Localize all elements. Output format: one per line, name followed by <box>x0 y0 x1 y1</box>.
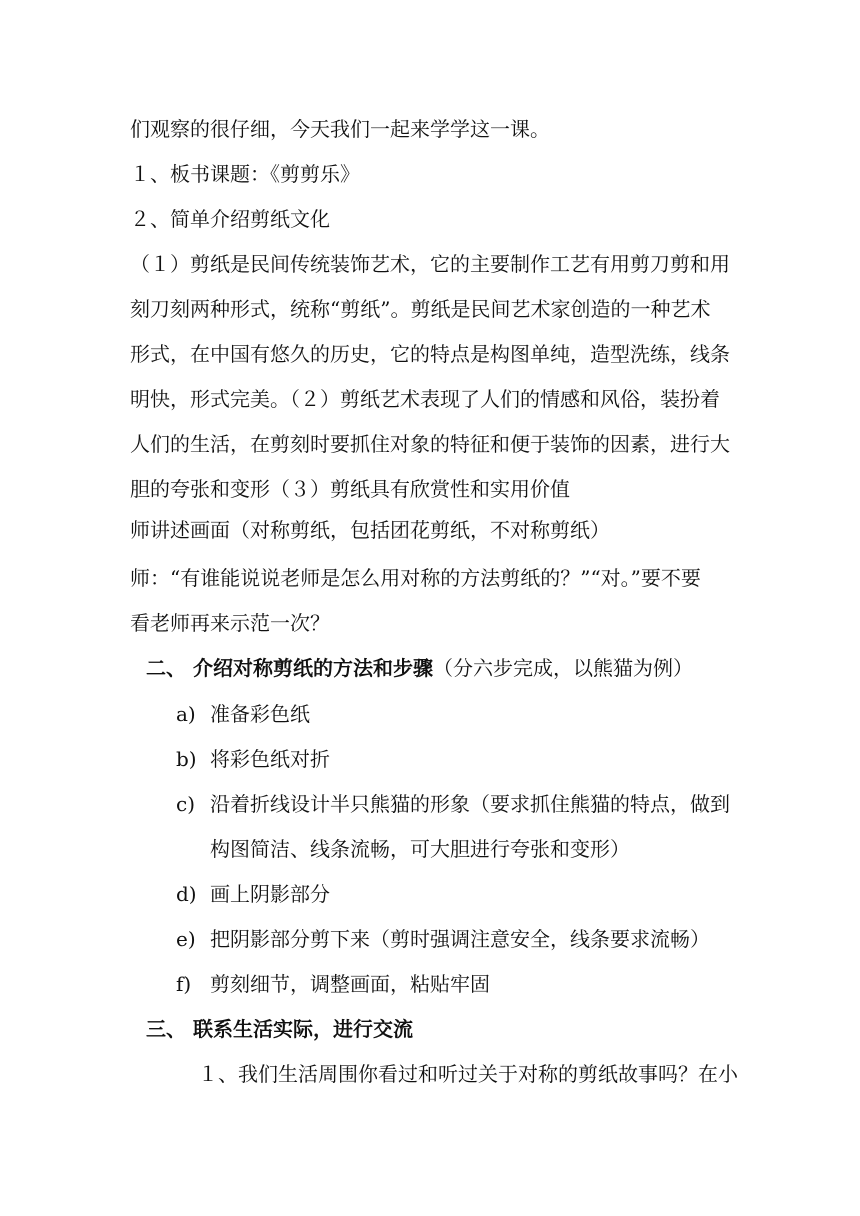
step-text: 准备彩色纸 <box>210 702 310 726</box>
step-marker: e) <box>176 927 196 951</box>
step-item-continued <box>176 837 786 861</box>
step-marker: c) <box>176 792 196 816</box>
step-text: 构图简洁、线条流畅，可大胆进行夸张和变形） <box>210 837 630 861</box>
step-marker: d) <box>176 882 197 906</box>
section-heading-title: 二、 介绍对称剪纸的方法和步骤 <box>146 656 433 680</box>
step-text: 沿着折线设计半只熊猫的形象（要求抓住熊猫的特点，做到 <box>210 792 730 816</box>
paragraph-line: １、我们生活周围你看过和听过关于对称的剪纸故事吗？在小 <box>198 1062 738 1086</box>
step-item <box>176 747 786 771</box>
paragraph-line: 明快，形式完美。（２）剪纸艺术表现了人们的情感和风俗，装扮着 <box>130 387 720 411</box>
step-text: 将彩色纸对折 <box>210 747 330 771</box>
step-text: 剪刻细节，调整画面，粘贴牢固 <box>210 972 490 996</box>
step-marker: a) <box>176 702 196 726</box>
paragraph-line: （１）剪纸是民间传统装饰艺术，它的主要制作工艺有用剪刀剪和用 <box>130 252 730 276</box>
board-title-line: １、板书课题：《剪剪乐》 <box>130 162 360 186</box>
paragraph-line: 师：“有谁能说说老师是怎么用对称的方法剪纸的？”“对。”要不要 <box>130 566 701 590</box>
paragraph-line: 人们的生活，在剪刻时要抓住对象的特征和便于装饰的因素，进行大 <box>130 432 730 456</box>
step-item <box>176 882 786 906</box>
section-heading-note: （分六步完成，以熊猫为例） <box>432 656 693 680</box>
step-marker: f) <box>176 972 192 996</box>
step-item <box>176 792 786 816</box>
paragraph-line: 看老师再来示范一次？ <box>130 611 330 635</box>
paragraph-line: 刻刀刻两种形式，统称“剪纸”。剪纸是民间艺术家创造的一种艺术 <box>130 297 711 321</box>
paragraph-line: 师讲述画面（对称剪纸，包括团花剪纸，不对称剪纸） <box>130 518 610 542</box>
paragraph-line: 们观察的很仔细，今天我们一起来学学这一课。 <box>130 117 550 141</box>
intro-culture-line: ２、简单介绍剪纸文化 <box>130 207 330 231</box>
step-text: 把阴影部分剪下来（剪时强调注意安全，线条要求流畅） <box>210 927 710 951</box>
step-item <box>176 927 786 951</box>
paragraph-line: 形式，在中国有悠久的历史，它的特点是构图单纯，造型洗练，线条 <box>130 342 730 366</box>
section-heading: 三、 联系生活实际，进行交流 <box>146 1017 413 1041</box>
paragraph-line: 胆的夸张和变形（３）剪纸具有欣赏性和实用价值 <box>130 477 570 501</box>
step-item <box>176 972 786 996</box>
step-marker: b) <box>176 747 197 771</box>
step-item <box>176 702 786 726</box>
section-heading <box>146 656 756 680</box>
step-text: 画上阴影部分 <box>210 882 330 906</box>
